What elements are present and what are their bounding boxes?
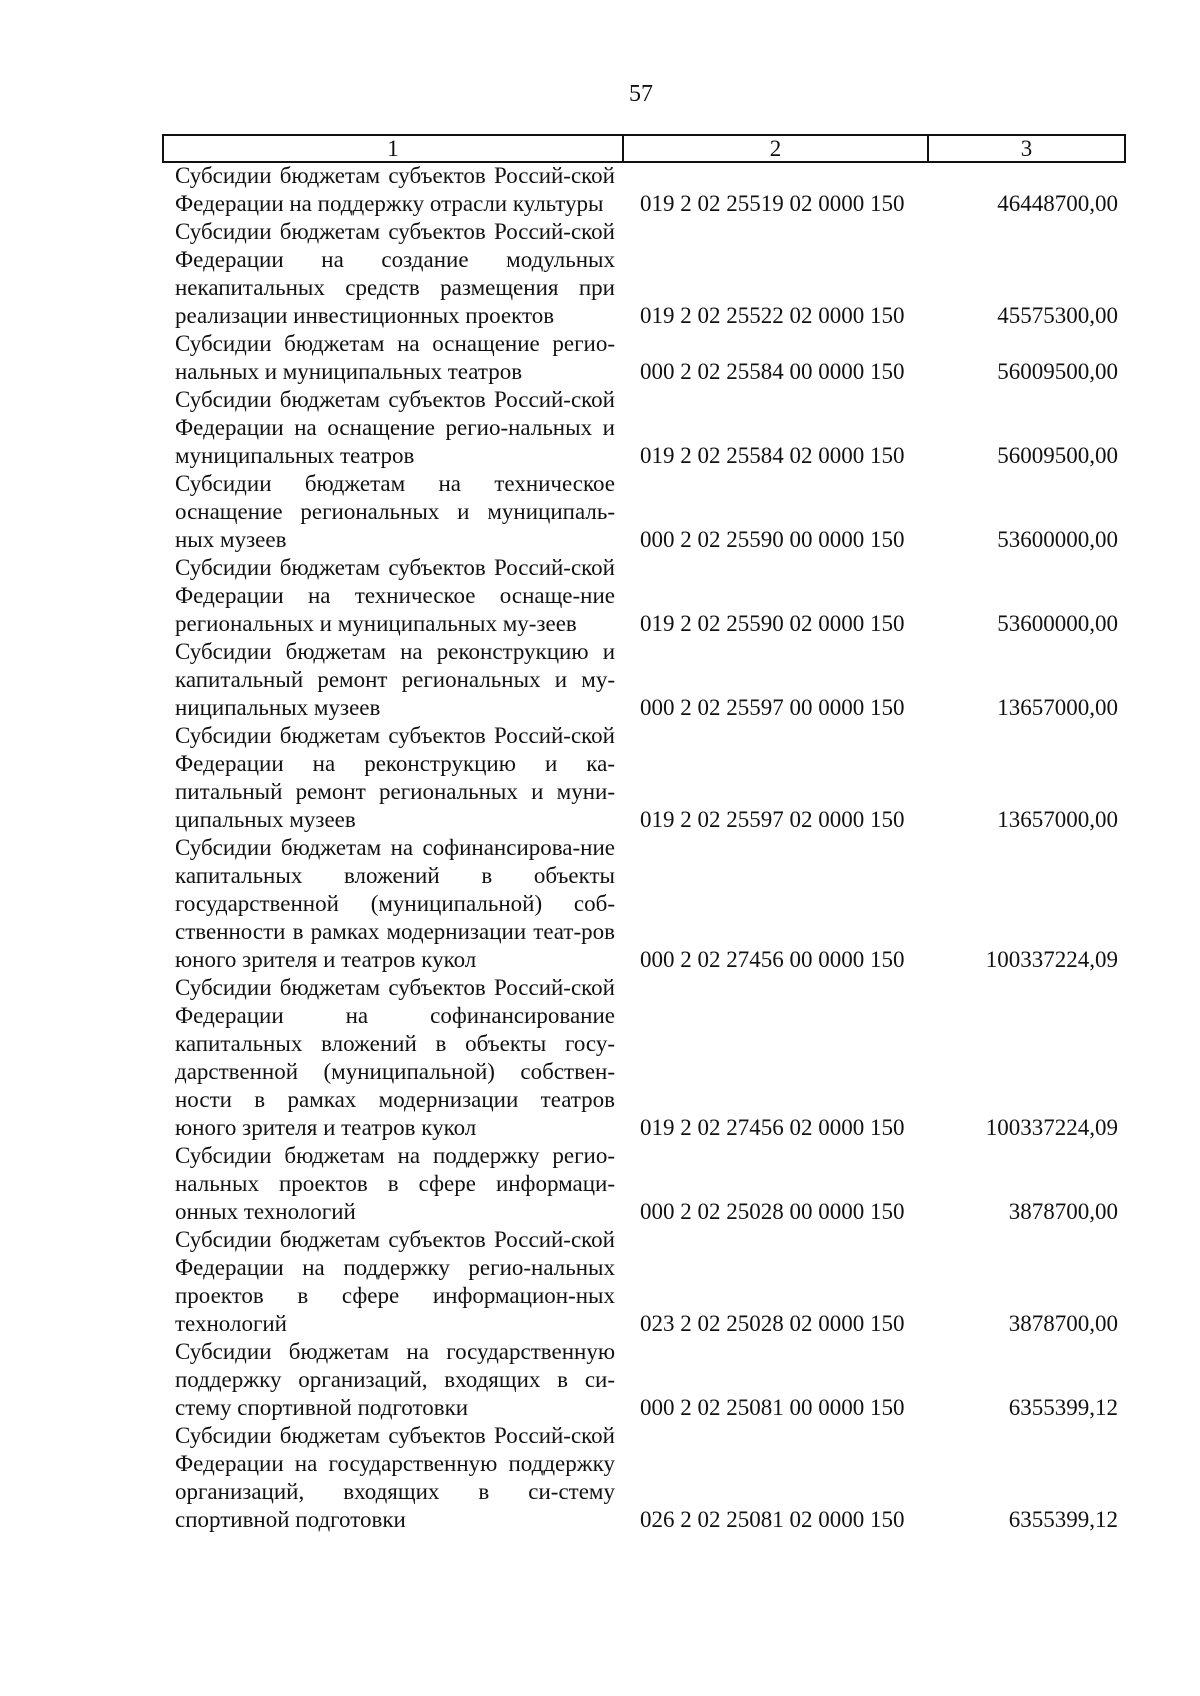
row-code: 019 2 02 25590 02 0000 150 (640, 611, 905, 636)
row-name: Субсидии бюджетам субъектов Россий-ской Федерации на поддержку отрасли культуры (175, 163, 615, 216)
row-amount: 56009500,00 (997, 443, 1118, 468)
table-row (0, 218, 1200, 330)
row-amount: 45575300,00 (997, 303, 1118, 328)
table-row (0, 470, 1200, 554)
table-body (0, 162, 1200, 1534)
column-header-3: 3 (1020, 136, 1033, 161)
row-code: 000 2 02 25590 00 0000 150 (640, 527, 905, 552)
row-code: 000 2 02 25597 00 0000 150 (640, 695, 905, 720)
table-row (0, 554, 1200, 638)
row-amount: 13657000,00 (997, 807, 1118, 832)
row-amount: 56009500,00 (997, 359, 1118, 384)
row-code: 000 2 02 25584 00 0000 150 (640, 359, 905, 384)
table-row (0, 1226, 1200, 1338)
column-header-1: 1 (164, 136, 624, 161)
row-name: Субсидии бюджетам на техническое оснащение региональных и муниципаль-ных музеев (175, 471, 615, 552)
row-code: 019 2 02 27456 02 0000 150 (640, 1115, 905, 1140)
table-row (0, 1422, 1200, 1534)
row-code: 000 2 02 25081 00 0000 150 (640, 1395, 905, 1420)
table-row (0, 974, 1200, 1142)
row-code: 019 2 02 25522 02 0000 150 (640, 303, 905, 328)
row-amount: 53600000,00 (997, 611, 1118, 636)
row-name: Субсидии бюджетам субъектов Россий-ской Федерации на поддержку регио-нальных проектов в сфере информацион-ных технологий (175, 1227, 615, 1336)
row-name: Субсидии бюджетам субъектов Россий-ской Федерации на реконструкцию и ка-питальный ремонт региональных и муни-ципальных музеев (175, 723, 615, 832)
table-row (0, 1142, 1200, 1226)
row-name: Субсидии бюджетам субъектов Россий-ской Федерации на создание модульных некапитальных средств размещения при реализации инвестиционных проектов (175, 219, 615, 328)
table-column-header (162, 134, 1126, 163)
row-amount: 3878700,00 (1008, 1311, 1118, 1336)
table-row (0, 162, 1200, 218)
row-amount: 3878700,00 (1008, 1199, 1118, 1224)
row-name: Субсидии бюджетам на софинансирова-ние капитальных вложений в объекты государственной (муниципальной) соб-ственности в рамках модернизации теат-ров юного зрителя и театров кукол (175, 835, 615, 972)
row-code: 019 2 02 25519 02 0000 150 (640, 191, 905, 216)
row-code: 000 2 02 27456 00 0000 150 (640, 947, 905, 972)
row-name: Субсидии бюджетам на государственную поддержку организаций, входящих в си-стему спортивной подготовки (175, 1339, 615, 1420)
table-row (0, 638, 1200, 722)
row-name: Субсидии бюджетам на реконструкцию и капитальный ремонт региональных и му-ниципальных музеев (175, 639, 615, 720)
table-row (0, 1338, 1200, 1422)
row-amount: 46448700,00 (997, 191, 1118, 216)
row-amount: 6355399,12 (1008, 1507, 1118, 1532)
row-code: 019 2 02 25584 02 0000 150 (640, 443, 905, 468)
row-code: 019 2 02 25597 02 0000 150 (640, 807, 905, 832)
row-amount: 100337224,09 (985, 1115, 1118, 1140)
row-name: Субсидии бюджетам субъектов Россий-ской Федерации на софинансирование капитальных вложений в объекты госу-дарственной (муниципальной) собствен-ности в рамках модернизации театров юного зрителя и театров кукол (175, 975, 615, 1140)
row-name: Субсидии бюджетам на поддержку регио-нальных проектов в сфере информаци-онных технологий (175, 1143, 615, 1224)
table-row (0, 330, 1200, 386)
row-name: Субсидии бюджетам на оснащение регио-нальных и муниципальных театров (175, 331, 615, 384)
row-code: 000 2 02 25028 00 0000 150 (640, 1199, 905, 1224)
row-amount: 100337224,09 (985, 947, 1118, 972)
row-code: 023 2 02 25028 02 0000 150 (640, 1311, 905, 1336)
row-amount: 6355399,12 (1008, 1395, 1118, 1420)
table-row (0, 386, 1200, 470)
row-name: Субсидии бюджетам субъектов Россий-ской Федерации на оснащение регио-нальных и муниципальных театров (175, 387, 615, 468)
row-name: Субсидии бюджетам субъектов Россий-ской Федерации на государственную поддержку организаций, входящих в си-стему спортивной подготовки (175, 1423, 615, 1532)
row-code: 026 2 02 25081 02 0000 150 (640, 1507, 905, 1532)
page-number: 57 (629, 81, 653, 107)
row-amount: 13657000,00 (997, 695, 1118, 720)
column-header-2: 2 (624, 136, 929, 161)
table-row (0, 722, 1200, 834)
table-row (0, 834, 1200, 974)
row-amount: 53600000,00 (997, 527, 1118, 552)
row-name: Субсидии бюджетам субъектов Россий-ской Федерации на техническое оснаще-ние региональных и муниципальных му-зеев (175, 555, 615, 636)
